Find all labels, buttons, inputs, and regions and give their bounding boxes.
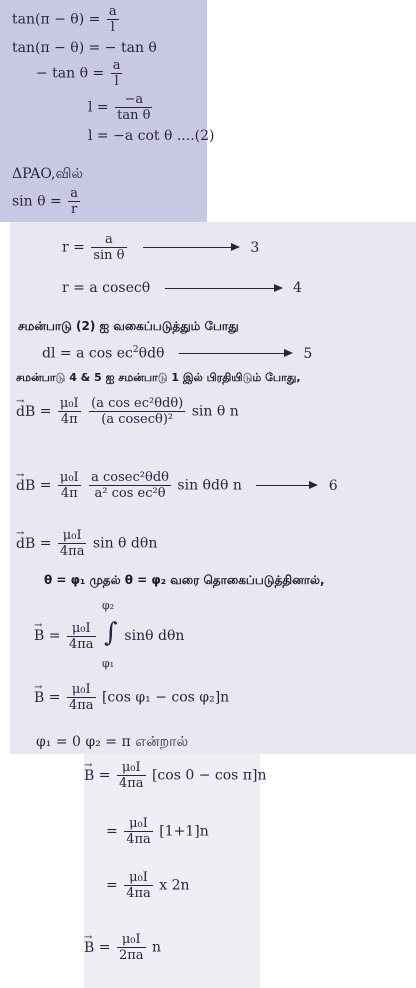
equation-tan-identity: tan(π − θ) = − tan θ: [12, 40, 157, 56]
equation-text: sin θ dθn: [92, 535, 158, 552]
equation-text: − tan θ =: [36, 65, 105, 82]
numerator: a: [70, 186, 78, 201]
equation-number: 5: [303, 345, 313, 362]
equation-dB-2: → dB = $\frac{\text{μ₀I}}{4\pi}$ $\frac{\text{a cosec²θdθ}}{\text{a² cos ec²θ}}$ sin θdθ n 6: [16, 470, 338, 501]
equation-dB-1: → dB = $\frac{\text{μ₀I}}{4\pi}$ $\frac{\text{(a cos ec²θdθ)}}{\text{(a cosecθ)²}}$ sin θ n: [16, 396, 239, 427]
numerator: (a cos ec²θdθ): [91, 396, 184, 411]
equation-text: sinθ dθn: [124, 628, 185, 644]
equation-text: [cos φ₁ − cos φ₂]n: [101, 689, 230, 706]
equation-neg-tan: [36, 58, 124, 89]
bottom-derivation-panel: [84, 754, 267, 988]
fraction: [89, 396, 185, 427]
denominator: 4πa: [68, 636, 94, 652]
equation-result-2: = $\frac{\text{μ₀I}}{4\pi a}$ [1+1]n: [106, 816, 209, 847]
numerator: μ₀I: [59, 470, 79, 485]
equation-text: l =: [88, 99, 109, 116]
upper-limit: φ₂: [101, 599, 115, 612]
equation-final-B: → B = $\frac{\text{μ₀I}}{2\pi a}$ n: [84, 932, 161, 963]
denominator: l: [114, 74, 119, 89]
b-vector-symbol: → B: [34, 690, 44, 706]
equation-text: r = a cosecθ: [62, 280, 151, 296]
fraction: [58, 396, 81, 427]
fraction: [117, 932, 146, 963]
fraction: [91, 232, 126, 263]
arrow-icon: [143, 247, 238, 248]
denominator: 4π: [60, 486, 78, 501]
denominator: 4πa: [68, 698, 94, 713]
equation-text: x 2n: [159, 877, 190, 894]
denominator: (a cosecθ)²: [101, 412, 174, 427]
numerator: μ₀I: [124, 816, 153, 832]
integral-sign: [101, 599, 118, 670]
condition-phi: φ₁ = 0 φ₂ = π என்றால்: [36, 734, 189, 750]
superscript: 2: [132, 345, 139, 355]
equation-5: [42, 342, 312, 362]
denominator: 4π: [60, 412, 78, 427]
tamil-step-text-2: சமன்பாடு 4 & 5 ஐ சமன்பாடு 1 இல் பிரதியிடும் போது,: [16, 371, 301, 384]
middle-derivation-panel: [10, 222, 416, 754]
equation-l-fraction: [88, 92, 154, 123]
equation-result-3: = $\frac{\text{μ₀I}}{4\pi a}$ x 2n: [106, 870, 190, 901]
equation-text: sin θdθ n: [177, 477, 242, 494]
numerator: μ₀I: [67, 621, 96, 637]
denominator: r: [70, 202, 78, 217]
b-vector-symbol: → B: [84, 940, 94, 956]
numerator: a: [91, 232, 126, 248]
arrow-icon: [165, 288, 281, 289]
numerator: μ₀I: [117, 932, 146, 948]
numerator: −a: [115, 92, 152, 108]
b-vector-symbol: → dB: [16, 478, 35, 494]
equation-2: l = −a cot θ ....(2): [88, 128, 215, 144]
fraction: [58, 528, 87, 559]
denominator: 4πa: [118, 776, 144, 791]
equation-number: 3: [250, 239, 260, 256]
fraction: [67, 621, 96, 652]
equation-text: [1+1]n: [159, 823, 209, 840]
equation-text: θdθ: [138, 345, 165, 362]
denominator: a² cos ec²θ: [94, 486, 166, 501]
fraction: [115, 92, 152, 123]
b-vector-symbol: → dB: [16, 404, 35, 420]
equation-3: [62, 232, 259, 263]
numerator: a: [108, 4, 117, 19]
tamil-step-text-3: θ = φ₁ முதல் θ = φ₂ வரை தொகைப்படுத்தினால்,: [44, 573, 325, 587]
triangle-pao-label: ΔPAO,வில்: [12, 166, 84, 182]
numerator: μ₀I: [124, 870, 153, 886]
equation-dB-3: → dB = $\frac{\text{μ₀I}}{4\pi a}$ sin θ dθn: [16, 528, 157, 559]
numerator: μ₀I: [58, 528, 87, 544]
denominator: l: [110, 20, 115, 35]
arrow-icon: [256, 485, 316, 486]
numerator: a: [112, 58, 121, 73]
equation-tan-pi-minus-theta: [12, 4, 121, 35]
equation-text: tan(π − θ) =: [12, 11, 101, 28]
equation-B-cos: → B = $\frac{\text{μ₀I}}{4\pi a}$ [cos φ₁ − cos φ₂]n: [34, 682, 229, 713]
equation-text: n: [151, 939, 161, 956]
b-vector-symbol: → B: [84, 768, 94, 784]
equation-text: r =: [62, 239, 85, 256]
top-derivation-panel: [0, 0, 215, 222]
arrow-icon: [179, 353, 291, 354]
numerator: μ₀I: [59, 396, 79, 411]
fraction: [107, 4, 119, 35]
numerator: μ₀I: [117, 760, 146, 776]
fraction: [68, 186, 80, 217]
fraction: [124, 870, 153, 901]
b-vector-symbol: → B: [34, 628, 44, 644]
numerator: μ₀I: [67, 682, 96, 698]
equation-number: 4: [293, 280, 302, 296]
equation-result-1: → B = $\frac{\text{μ₀I}}{4\pi a}$ [cos 0 − cos π]n: [84, 760, 266, 791]
denominator: 4πa: [59, 544, 85, 559]
fraction: [89, 470, 171, 501]
denominator: 2πa: [118, 948, 144, 963]
equation-number: 6: [328, 477, 338, 494]
fraction: [58, 470, 81, 501]
denominator: 4πa: [126, 832, 151, 847]
equation-text: [cos 0 − cos π]n: [151, 767, 267, 784]
equation-4: [62, 280, 302, 296]
fraction: [124, 816, 153, 847]
equation-text: sin θ =: [12, 193, 62, 210]
equation-B-integral: → B = $\frac{\text{μ₀I}}{4\pi a}$ ∫ φ₂ φ₁ sinθ dθn: [34, 614, 184, 658]
numerator: a cosec²θdθ: [91, 470, 169, 485]
equation-text: sin θ n: [191, 403, 239, 420]
denominator: tan θ: [117, 108, 151, 123]
fraction: [111, 58, 123, 89]
fraction: [67, 682, 96, 713]
fraction: [117, 760, 146, 791]
denominator: sin θ: [93, 248, 125, 263]
b-vector-symbol: → dB: [16, 536, 35, 552]
lower-limit: φ₁: [101, 657, 115, 670]
integral-icon: ∫: [103, 618, 118, 648]
tamil-step-text-1: சமன்பாடு (2) ஐ வகைப்படுத்தும் போது: [18, 319, 239, 333]
denominator: 4πa: [126, 886, 151, 901]
equation-sin-theta: [12, 186, 82, 217]
equation-text: dl = a cos ec: [42, 345, 133, 362]
